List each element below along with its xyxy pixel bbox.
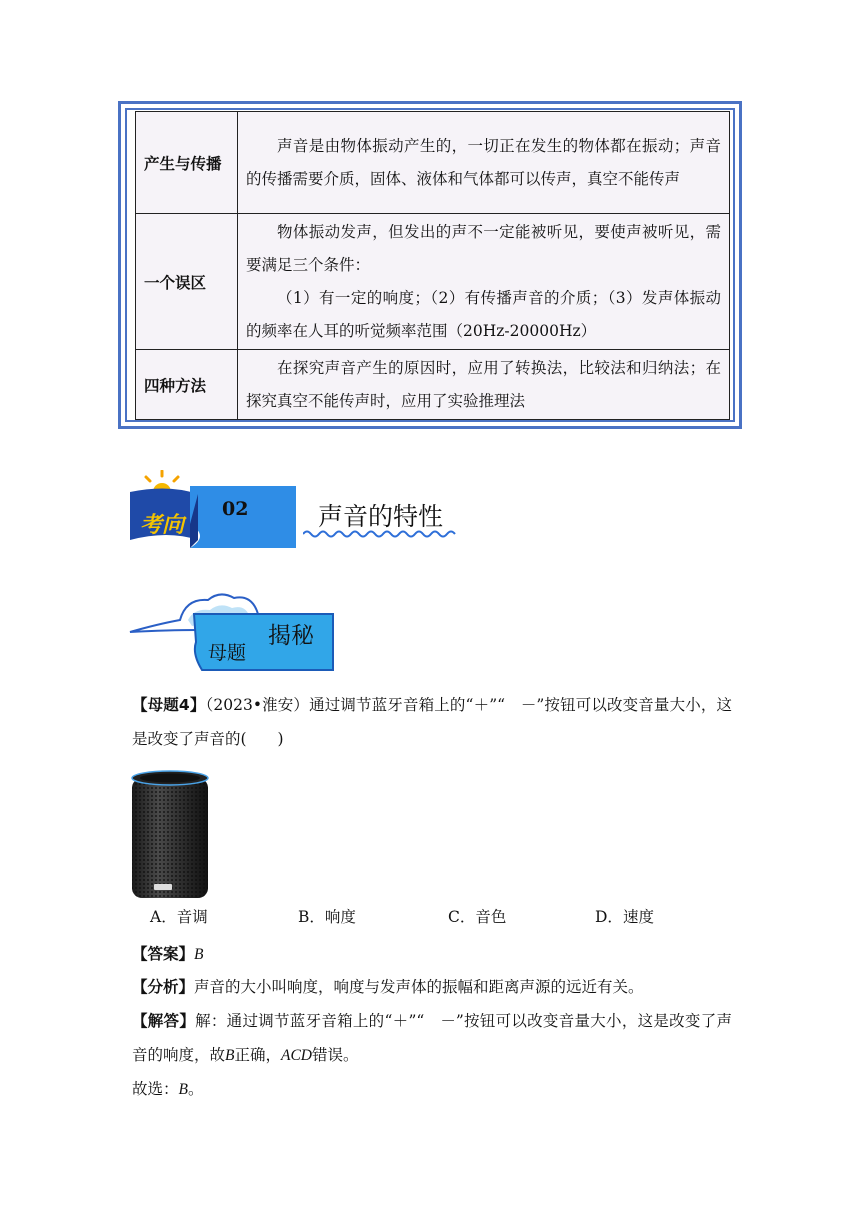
svg-text:揭秘: 揭秘 (268, 623, 314, 649)
section-badge-icon (128, 470, 298, 552)
option-a: A．音调 (150, 908, 208, 926)
table-row (136, 350, 730, 420)
analysis-line: 【分析】声音的大小叫响度，响度与发声体的振幅和距离声源的远近有关。 (132, 978, 644, 996)
bluetooth-speaker-image (130, 770, 210, 900)
solution-paragraph: 【解答】解：通过调节蓝牙音箱上的“＋”“ －”按钮可以改变音量大小，这是改变了声音的响度，故B正确，ACD错误。 (132, 1012, 732, 1064)
row-header: 一个误区 (136, 214, 238, 350)
choice-line: 故选：B。 (132, 1080, 204, 1098)
summary-table-frame (118, 101, 742, 429)
summary-table (135, 111, 730, 420)
row-header: 产生与传播 (136, 112, 238, 214)
svg-text:考向: 考向 (140, 513, 185, 538)
row-header: 四种方法 (136, 350, 238, 420)
svg-text:母题: 母题 (208, 642, 247, 664)
option-c: C．音色 (448, 908, 507, 926)
row-text: 物体振动发声，但发出的声不一定能被听见，要使声被听见，需要满足三个条件： (246, 222, 721, 274)
subsection-badge-icon (128, 590, 338, 674)
table-row (136, 112, 730, 214)
question-stem: 【母题4】（2023•淮安）通过调节蓝牙音箱上的“＋”“ －”按钮可以改变音量大小，这是改变了声音的( ) (132, 696, 733, 748)
row-text: 声音是由物体振动产生的，一切正在发生的物体都在振动；声音的传播需要介质，固体、液体和气体都可以传声，真空不能传声 (246, 136, 721, 188)
table-row (136, 214, 730, 350)
section-number: 02 (222, 498, 249, 520)
answer-line: 【答案】B (132, 945, 204, 963)
row-text: 在探究声音产生的原因时，应用了转换法，比较法和归纳法；在探究真空不能传声时，应用了实验推理法 (246, 358, 721, 410)
row-text: （1）有一定的响度；（2）有传播声音的介质；（3）发声体振动的频率在人耳的听觉频率范围（20Hz-20000Hz） (246, 288, 721, 340)
wavy-underline (303, 529, 459, 539)
option-b: B．响度 (298, 908, 356, 926)
option-d: D．速度 (595, 908, 654, 926)
section-title: 声音的特性 (318, 502, 444, 531)
